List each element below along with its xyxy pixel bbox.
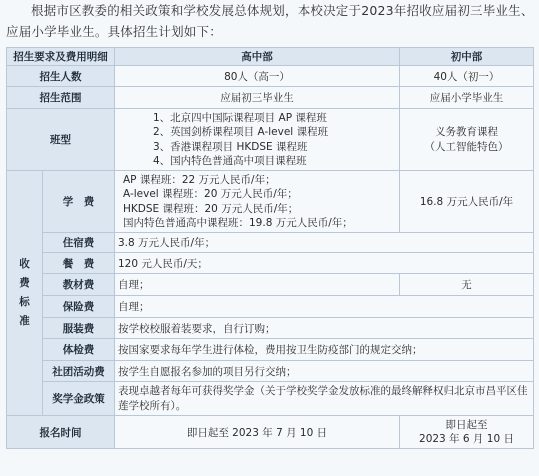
header-senior: 高中部: [115, 48, 400, 66]
table-header-row: [7, 48, 534, 66]
uniform-value: 按学校校服着装要求，自行订购；: [115, 318, 534, 339]
scope-senior: 应届初三毕业生: [115, 87, 400, 109]
signup-senior: 即日起至 2023 年 7 月 10 日: [115, 416, 400, 449]
fee-group-char: 费: [19, 277, 30, 289]
tuition-item: 国内特色普通高中课程班：19.8 万元人民币/年；: [123, 217, 353, 229]
enrollment-senior: 80人（高一）: [115, 66, 400, 87]
clubs-label: 社团活动费: [43, 361, 115, 382]
enrollment-junior: 40人（初一）: [400, 66, 534, 87]
insurance-row: [7, 296, 534, 318]
lodging-value: 3.8 万元人民币/年；: [115, 233, 534, 253]
materials-label: 教材费: [43, 274, 115, 296]
class-junior-line: 义务教育课程: [435, 126, 498, 138]
medical-row: [7, 339, 534, 361]
tuition-label: 学 费: [43, 171, 115, 233]
materials-junior: 无: [400, 274, 534, 296]
signup-junior-line: 即日起至: [445, 418, 488, 431]
class-junior-line: （人工智能特色）: [424, 140, 509, 153]
header-junior: 初中部: [400, 48, 534, 66]
tuition-item: HKDSE 课程班：20 万元人民币/年；: [123, 202, 299, 215]
insurance-value: 自理；: [115, 296, 534, 318]
tuition-senior: [115, 171, 400, 233]
tuition-item: A-level 课程班：20 万元人民币/年；: [123, 188, 298, 200]
materials-row: [7, 274, 534, 296]
class-type-label: 班型: [7, 109, 115, 171]
meals-value: 120 元人民币/天；: [115, 253, 534, 274]
class-item: 1、北京四中国际课程项目 AP 课程班: [153, 111, 327, 124]
signup-junior-line: 2023 年 6 月 10 日: [419, 433, 514, 445]
class-type-senior: [115, 109, 400, 171]
fee-group-char: 准: [19, 315, 30, 327]
scope-row: [7, 87, 534, 109]
enrollment-label: 招生人数: [7, 66, 115, 87]
clubs-value: 按学生自愿报名参加的项目另行交纳；: [115, 361, 534, 382]
enrollment-plan-table: [6, 47, 534, 449]
class-item: 4、国内特色普通高中项目课程班: [153, 155, 307, 167]
lodging-label: 住宿费: [43, 233, 115, 253]
insurance-label: 保险费: [43, 296, 115, 318]
uniform-label: 服装费: [43, 318, 115, 339]
uniform-row: [7, 318, 534, 339]
class-type-row: [7, 109, 534, 171]
class-item: 2、英国剑桥课程项目 A-level 课程班: [153, 126, 329, 138]
medical-label: 体检费: [43, 339, 115, 361]
lodging-row: [7, 233, 534, 253]
scope-label: 招生范围: [7, 87, 115, 109]
signup-row: [7, 416, 534, 449]
scholarship-row: [7, 382, 534, 416]
scholarship-label: 奖学金政策: [43, 382, 115, 416]
fee-standard-group-label: [7, 171, 43, 416]
class-item: 3、香港课程项目 HKDSE 课程班: [153, 140, 308, 153]
scholarship-value: 表现卓越者每年可获得奖学金（关于学校奖学金发放标准的最终解释权归北京市昌平区佳莲学校所有）。: [115, 382, 534, 416]
materials-senior: 自理；: [115, 274, 400, 296]
meals-label: 餐 费: [43, 253, 115, 274]
medical-value: 按国家要求每年学生进行体检，费用按卫生防疫部门的规定交纳；: [115, 339, 534, 361]
fee-group-char: 收: [19, 258, 30, 270]
tuition-row: [7, 171, 534, 233]
scope-junior: 应届小学毕业生: [400, 87, 534, 109]
clubs-row: [7, 361, 534, 382]
intro-paragraph: 根据市区教委的相关政策和学校发展总体规划，本校决定于2023年招收应届初三毕业生、应届小学毕业生。具体招生计划如下：: [6, 3, 534, 39]
tuition-junior: 16.8 万元人民币/年: [400, 171, 534, 233]
header-label: 招生要求及费用明细: [7, 48, 115, 66]
fee-group-char: 标: [19, 296, 30, 308]
tuition-item: AP 课程班：22 万元人民币/年；: [123, 173, 276, 186]
class-type-junior: [400, 109, 534, 171]
signup-junior: [400, 416, 534, 449]
enrollment-row: [7, 66, 534, 87]
signup-label: 报名时间: [7, 416, 115, 449]
meals-row: [7, 253, 534, 274]
